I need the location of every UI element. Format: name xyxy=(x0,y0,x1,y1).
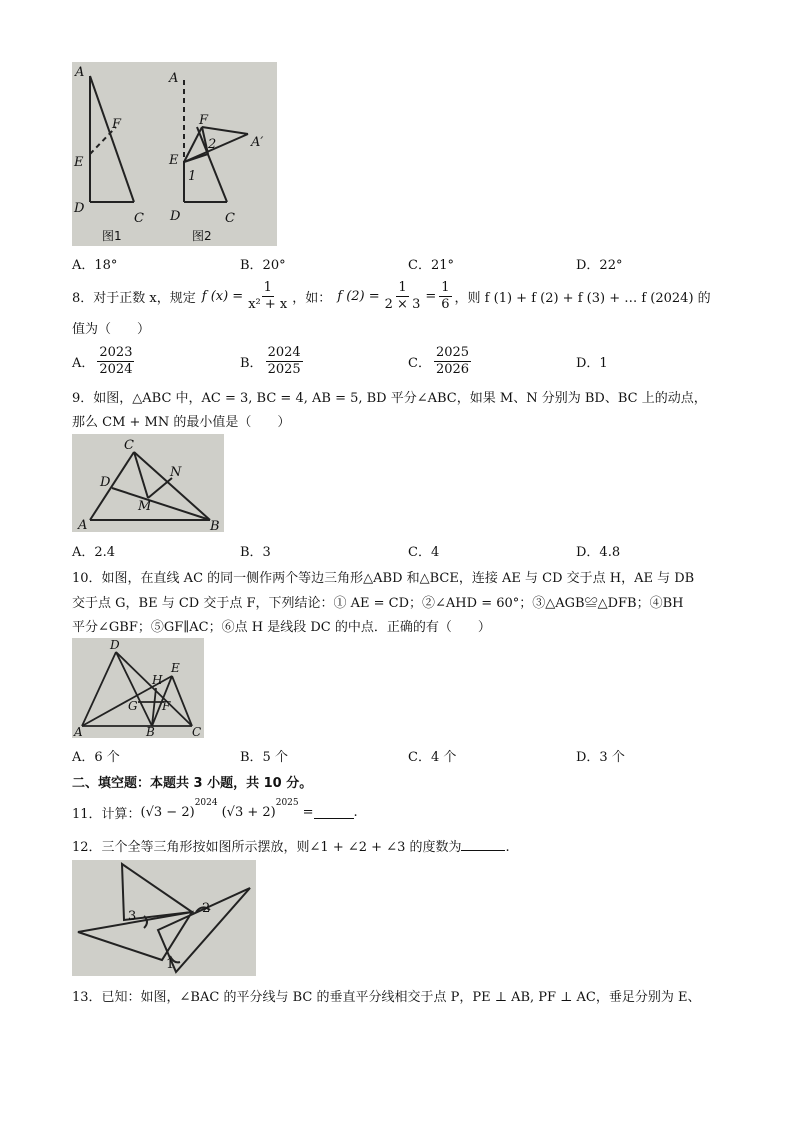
q8-frac1: $\frac{1}{\text{x² + x}}$ xyxy=(248,279,288,312)
fig7-caption-1: 图1 xyxy=(102,229,122,243)
fig7-label-C: C xyxy=(134,211,144,226)
fig9-label-C: C xyxy=(124,438,134,453)
fig10-label-H: H xyxy=(152,673,163,687)
q8-option-d: D．1 xyxy=(576,356,608,371)
q10-line2: 交于点 G，BE 与 CD 交于点 F，下列结论：① AE = CD；②∠AHD = 60°；③△AGB≌△DFB；④BH xyxy=(72,596,684,611)
q13-line1: 13．已知：如图，∠BAC 的平分线与 BC 的垂直平分线相交于点 P，PE ⊥ AB, PF ⊥ AC，垂足分别为 E、 xyxy=(72,990,701,1005)
fig10-label-G: G xyxy=(128,699,138,713)
fig12-angle-3: 3 xyxy=(128,909,137,924)
section-heading-fill-in: 二、填空题：本题共 3 小题，共 10 分。 xyxy=(72,776,313,791)
q11-answer-blank xyxy=(314,806,354,819)
q9-option-c: C．4 xyxy=(408,545,440,560)
q12-line xyxy=(72,836,510,855)
fig10-label-C: C xyxy=(192,725,202,738)
fig10-label-E: E xyxy=(171,661,180,675)
fig10-label-F: F xyxy=(162,699,171,713)
fig7-label-D: D xyxy=(74,201,85,216)
figure-q9 xyxy=(72,434,224,532)
figure-q7-svg xyxy=(72,62,277,246)
fig7-label-C-2: C xyxy=(225,211,235,226)
q8-frac3: $\frac{1}{6}$ xyxy=(441,279,450,312)
fig12-angle-2: 2 xyxy=(202,901,211,916)
figure-q12-svg xyxy=(72,860,256,976)
q11-line xyxy=(72,798,358,826)
q8-f2: f (2) = xyxy=(337,288,380,304)
fig10-label-A: A xyxy=(74,725,83,738)
fig7-caption-2: 图2 xyxy=(192,229,212,243)
fig7-label-A-prime: A′ xyxy=(251,135,264,150)
fig9-label-M: M xyxy=(138,499,152,514)
fig7-label-E: E xyxy=(74,155,84,170)
figure-q7 xyxy=(72,62,277,246)
q8-frac2: $\frac{1}{2 \times 3}$ xyxy=(384,279,421,312)
fig9-label-A: A xyxy=(78,518,88,532)
q11-expr2: (√3 + 2) xyxy=(221,804,276,820)
fig7-label-F: F xyxy=(112,117,122,132)
figure-q10 xyxy=(72,638,204,738)
fig7-label-E-2: E xyxy=(169,153,179,168)
q8-mid: ，如： xyxy=(292,290,332,306)
q8-prefix: 8．对于正数 x，规定 xyxy=(72,290,196,306)
q10-option-d: D．3 个 xyxy=(576,750,625,765)
q12-answer-blank xyxy=(461,838,505,851)
q10-line1: 10．如图，在直线 AC 的同一侧作两个等边三角形△ABD 和△BCE，连接 AE 与 CD 交于点 H，AE 与 DB xyxy=(72,571,695,586)
fig7-label-A: A xyxy=(75,65,85,80)
fig10-label-B: B xyxy=(146,725,155,738)
q8-option-b: B． $\frac{2024}{2025}$ xyxy=(240,344,301,377)
fig12-angle-1: 1 xyxy=(166,957,175,972)
q10-option-b: B．5 个 xyxy=(240,750,288,765)
q9-option-a: A．2.4 xyxy=(72,545,116,560)
figure-q9-svg xyxy=(72,434,224,532)
q9-option-d: D．4.8 xyxy=(576,545,621,560)
q11-prefix: 11．计算： xyxy=(72,806,141,822)
q11-exp2: 2025 xyxy=(275,798,299,808)
q9-option-b: B．3 xyxy=(240,545,271,560)
q12-text: 12．三个全等三角形按如图所示摆放，则∠1 + ∠2 + ∠3 的度数为 xyxy=(72,840,462,855)
q12-end: . xyxy=(505,840,510,855)
q8-option-a: A． $\frac{2023}{2024}$ xyxy=(72,344,133,377)
fig7-label-D-2: D xyxy=(170,209,181,224)
q7-option-b: B．20° xyxy=(240,258,286,273)
fig9-label-N: N xyxy=(170,465,182,480)
fig10-label-D: D xyxy=(110,638,120,652)
figure-q12 xyxy=(72,860,256,976)
q9-line2: 那么 CM + MN 的最小值是（ ） xyxy=(72,415,291,430)
fig7-label-F-2: F xyxy=(199,113,209,128)
fig7-angle-1: 1 xyxy=(188,169,197,184)
q8-tail: ，则 f (1) + f (2) + f (3) + … f (2024) 的 xyxy=(454,290,711,306)
fig7-angle-2: 2 xyxy=(208,137,217,152)
q9-line1: 9．如图，△ABC 中，AC = 3, BC = 4, AB = 5, BD 平分∠ABC，如果 M、N 分别为 BD、BC 上的动点， xyxy=(72,391,707,406)
fig7-label-A-2: A xyxy=(169,71,179,86)
fig9-label-B: B xyxy=(210,519,220,532)
q10-option-a: A．6 个 xyxy=(72,750,120,765)
q8-option-c: C． $\frac{2025}{2026}$ xyxy=(408,344,470,377)
figure-q10-svg xyxy=(72,638,204,738)
fig9-label-D: D xyxy=(100,475,111,490)
q8-line2: 值为（ ） xyxy=(72,322,151,337)
q7-option-a: A．18° xyxy=(72,258,118,273)
q11-expr1: (√3 − 2) xyxy=(140,804,195,820)
q11-exp1: 2024 xyxy=(194,798,218,808)
q10-option-c: C．4 个 xyxy=(408,750,457,765)
q7-option-d: D．22° xyxy=(576,258,623,273)
q8-fx: f (x) = xyxy=(201,288,244,304)
q11-eq: = xyxy=(302,804,314,820)
q11-end: . xyxy=(353,804,358,820)
q10-line3: 平分∠GBF；⑤GF∥AC；⑥点 H 是线段 DC 的中点．正确的有（ ） xyxy=(72,620,491,635)
q7-option-c: C．21° xyxy=(408,258,454,273)
q8-eq: = xyxy=(425,288,437,304)
q8-line1 xyxy=(72,276,711,316)
